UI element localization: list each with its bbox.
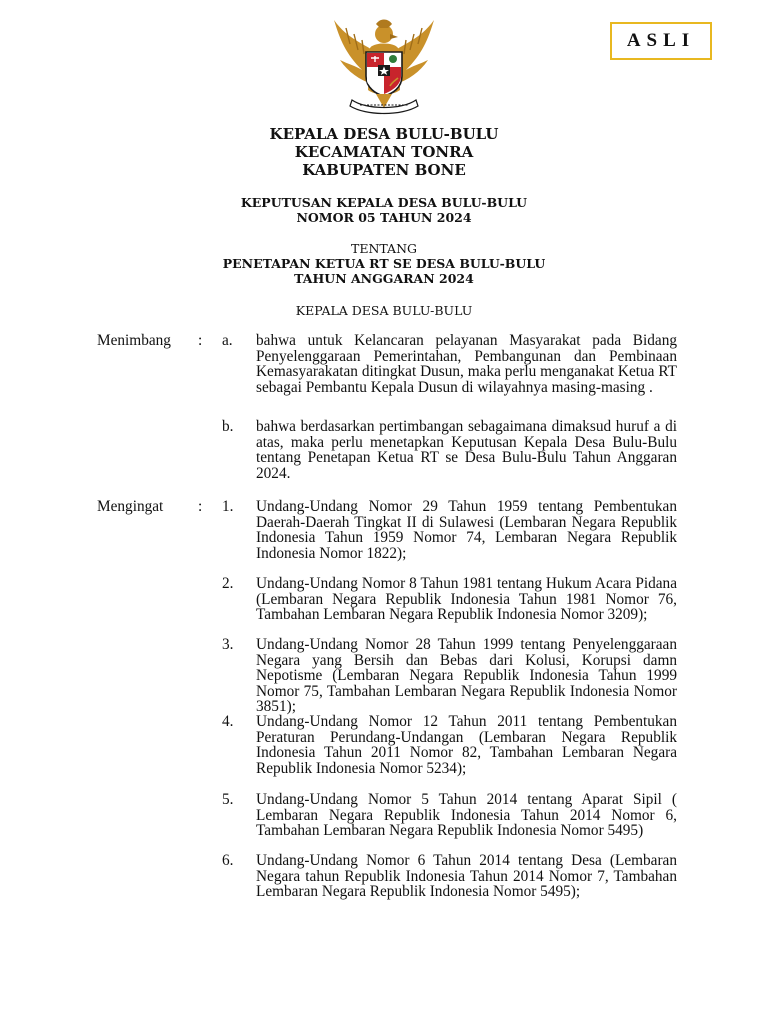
decree-number: NOMOR 05 TAHUN 2024 (296, 210, 472, 225)
mengingat-item-5 (0, 792, 768, 853)
subject-about: TENTANG (350, 241, 417, 256)
decree-title: KEPUTUSAN KEPALA DESA BULU-BULU (240, 195, 528, 210)
menimbang-label: Menimbang (97, 332, 171, 349)
item-text: Undang-Undang Nomor 29 Tahun 1959 tentang Pembentukan Daerah-Daerah Tingkat II di Sulawesi (Lembaran Negara Republik Indonesia Tahun 1959 Nomor 74, Lembaran Negara Republik Indonesia Nomor 1822); (256, 498, 677, 562)
subject-line-1: PENETAPAN KETUA RT SE DESA BULU-BULU (222, 256, 546, 271)
asli-stamp: ASLI (610, 22, 712, 60)
header-line-1: KEPALA DESA BULU-BULU (269, 125, 499, 143)
item-number: a. (222, 332, 233, 349)
mengingat-label: Mengingat (97, 498, 164, 515)
mengingat-item-4 (0, 714, 768, 792)
item-number: 3. (222, 636, 234, 653)
header-line-3: KABUPATEN BONE (302, 161, 466, 179)
item-text: Undang-Undang Nomor 28 Tahun 1999 tentang Penyelenggaraan Negara yang Bersih dan Bebas dari Kolusi, Korupsi damn Nepotisme (Lembaran Negara Republik Indonesia Tahun 1999 Nomor 75, Tambahan Lembaran Negara Republik Indonesia Nomor 3851); (256, 636, 677, 715)
garuda-pancasila-emblem-icon (326, 14, 442, 118)
item-number: 4. (222, 713, 234, 730)
item-number: 6. (222, 852, 234, 869)
mengingat-item-1 (0, 499, 768, 576)
header-line-2: KECAMATAN TONRA (294, 143, 474, 161)
menimbang-item-a (0, 333, 768, 419)
menimbang-colon: : (198, 332, 203, 349)
item-text: bahwa untuk Kelancaran pelayanan Masyarakat pada Bidang Penyelenggaraan Pemerintahan, Pembangunan dan Pembinaan Kemasyarakatan ditingkat Dusun, maka perlu menganakat Ketua RT sebagai Pembantu Kepala Dusun di wilayahnya masing-masing . (256, 332, 677, 396)
mengingat-item-3 (0, 637, 768, 714)
mengingat-section (0, 499, 768, 915)
item-text: Undang-Undang Nomor 6 Tahun 2014 tentang Desa (Lembaran Negara tahun Republik Indonesia Tahun 2014 Nomor 7, Tambahan Lembaran Negara Republik Indonesia Nomor 5495); (256, 852, 677, 900)
mengingat-colon: : (198, 498, 203, 515)
subject-line-2: TAHUN ANGGARAN 2024 (294, 271, 474, 286)
mengingat-item-2 (0, 576, 768, 637)
item-text: Undang-Undang Nomor 12 Tahun 2011 tentang Pembentukan Peraturan Perundang-Undangan (Lembaran Negara Republik Indonesia Tahun 2011 Nomor 82, Tambahan Lembaran Negara Republik Indonesia Nomor 5234); (256, 713, 677, 777)
item-text: Undang-Undang Nomor 5 Tahun 2014 tentang Aparat Sipil ( Lembaran Negara Republik Indonesia Tahun 2014 Nomor 6, Tambahan Lembaran Negara Republik Indonesia Nomor 5495) (256, 791, 677, 839)
menimbang-item-b (0, 419, 768, 497)
item-text: Undang-Undang Nomor 8 Tahun 1981 tentang Hukum Acara Pidana (Lembaran Negara Republik Indonesia Tahun 1981 Nomor 76, Tambahan Lembaran Negara Republik Indonesia Nomor 3209); (256, 575, 677, 623)
item-text: bahwa berdasarkan pertimbangan sebagaimana dimaksud huruf a di atas, maka perlu menetapkan Keputusan Kepala Desa Bulu-Bulu tentang Penetapan Ketua RT se Desa Bulu-Bulu Tahun Anggaran 2024. (256, 418, 677, 482)
item-number: 1. (222, 498, 234, 515)
mengingat-item-6 (0, 853, 768, 915)
item-number: 2. (222, 575, 234, 592)
issuer-title: KEPALA DESA BULU-BULU (295, 303, 473, 318)
item-number: b. (222, 418, 234, 435)
menimbang-section (0, 333, 768, 497)
item-number: 5. (222, 791, 234, 808)
